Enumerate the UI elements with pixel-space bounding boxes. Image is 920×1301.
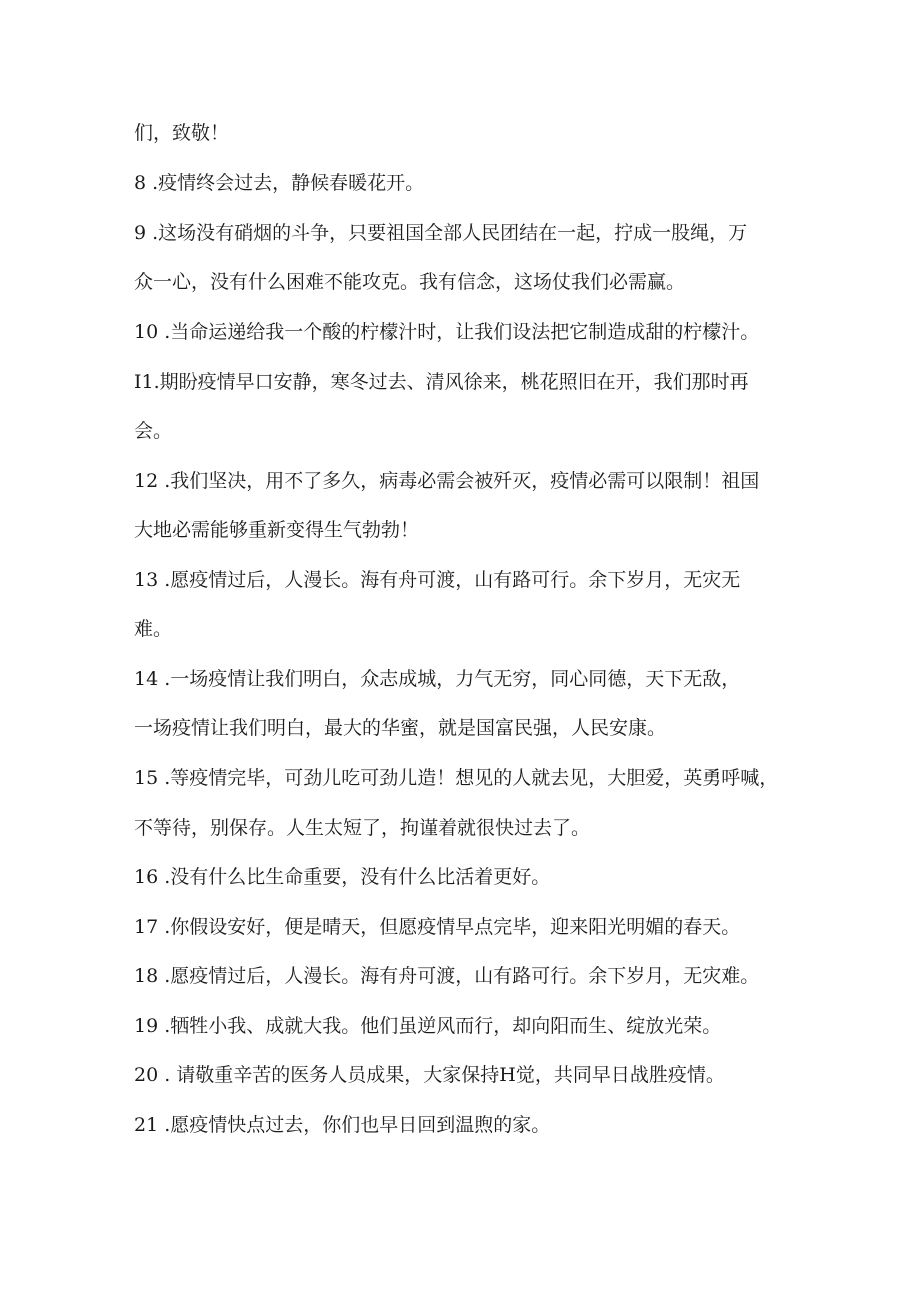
text-line: 难。 xyxy=(134,618,173,640)
list-item-19: 19 .牺牲小我、成就大我。他们虽逆风而行，却向阳而生、绽放光荣。 xyxy=(134,1015,722,1037)
list-item-8: 8 .疫情终会过去，静候春暖花开。 xyxy=(134,172,425,194)
list-item-21: 21 .愿疫情快点过去，你们也早日回到温煦的家。 xyxy=(134,1114,551,1136)
list-item-10: 10 .当命运递给我一个酸的柠檬汁时，让我们设法把它制造成甜的柠檬汁。 xyxy=(134,321,760,343)
list-item-18: 18 .愿疫情过后，人漫长。海有舟可渡，山有路可行。余下岁月，无灾难。 xyxy=(134,965,760,987)
text-line: 们，致敬！ xyxy=(134,122,230,144)
text-line: 不等待，别保存。人生太短了，拘谨着就很快过去了。 xyxy=(134,817,591,839)
text-line: 众一心，没有什么困难不能攻克。我有信念，这场仗我们必需赢。 xyxy=(134,271,686,293)
list-item-9: 9 .这场没有硝烟的斗争，只要祖国全部人民团结在一起，拧成一股绳，万 xyxy=(134,222,748,244)
list-item-20: 20 . 请敬重辛苦的医务人员成果，大家保持H觉，共同早日战胜疫情。 xyxy=(134,1064,725,1086)
list-item-11: I1.期盼疫情早口安静，寒冬过去、清风徐来，桃花照旧在开，我们那时再 xyxy=(134,371,749,393)
text-line: 大地必需能够重新变得生气勃勃！ xyxy=(134,519,420,541)
list-item-15: 15 .等疫情完毕，可劲儿吃可劲儿造！想见的人就去见，大胆爱，英勇呼喊， xyxy=(134,767,779,789)
list-item-17: 17 .你假设安好，便是晴天，但愿疫情早点完毕，迎来阳光明媚的春天。 xyxy=(134,916,741,938)
text-line: 会。 xyxy=(134,420,173,442)
list-item-13: 13 .愿疫情过后，人漫长。海有舟可渡，山有路可行。余下岁月，无灾无 xyxy=(134,569,741,591)
text-line: 一场疫情让我们明白，最大的华蜜，就是国富民强，人民安康。 xyxy=(134,717,667,739)
list-item-16: 16 .没有什么比生命重要，没有什么比活着更好。 xyxy=(134,866,551,888)
list-item-12: 12 .我们坚决，用不了多久，病毒必需会被歼灭，疫情必需可以限制！祖国 xyxy=(134,470,760,492)
list-item-14: 14 .一场疫情让我们明白，众志成城，力气无穷，同心同德，天下无敌， xyxy=(134,668,741,690)
